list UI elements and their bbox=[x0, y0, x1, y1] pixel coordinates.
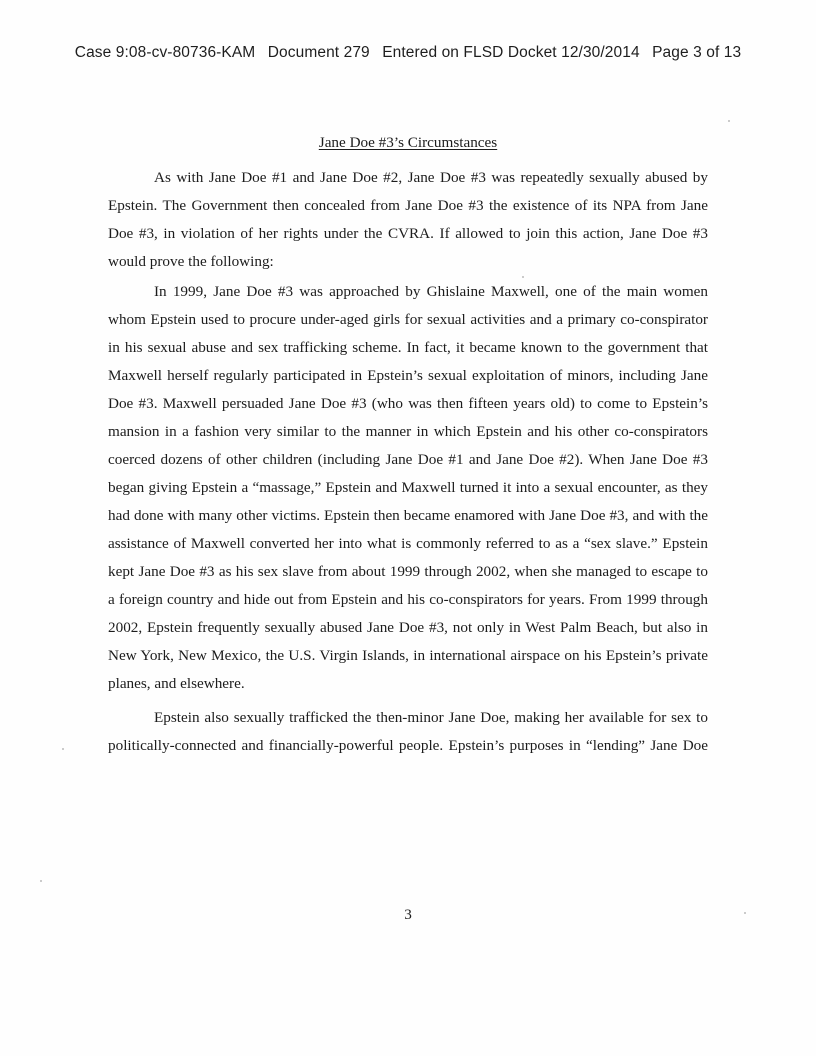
section-heading: Jane Doe #3’s Circumstances bbox=[318, 134, 498, 151]
document-number: Document 279 bbox=[267, 44, 370, 61]
page-number: 3 bbox=[404, 906, 412, 923]
scan-speck bbox=[40, 880, 42, 882]
scan-speck bbox=[728, 120, 730, 122]
docket-header bbox=[0, 44, 816, 62]
case-number: Case 9:08-cv-80736-KAM bbox=[74, 44, 256, 61]
page-count: Page 3 of 13 bbox=[652, 44, 742, 61]
docket-entry: Entered on FLSD Docket 12/30/2014 bbox=[382, 44, 640, 61]
scan-speck bbox=[522, 276, 524, 278]
paragraph-3: Epstein also sexually trafficked the then-minor Jane Doe, making her available for sex to politically-connected and financially-powerful people. Epstein’s purposes in “lending” Jane Doe bbox=[108, 709, 708, 754]
paragraph-2: In 1999, Jane Doe #3 was approached by Ghislaine Maxwell, one of the main women whom Epstein used to procure under-aged girls for sexual activities and a primary co-conspirator in his sexual abuse and sex trafficking scheme. In fact, it became known to the government that Maxwell herself regularly participated in Epstein’s sexual exploitation of minors, including Jane Doe #3. Maxwell persuaded Jane Doe #3 (who was then fifteen years old) to come to Epstein’s mansion in a fashion very similar to the manner in which Epstein and his other co-conspirators coerced dozens of other children (including Jane Doe #1 and Jane Doe #2). When Jane Doe #3 began giving Epstein a “massage,” Epstein and Maxwell turned it into a sexual encounter, as they had done with many other victims. Epstein then became enamored with Jane Doe #3, and with the assistance of Maxwell converted her into what is commonly referred to as a “sex slave.” Epstein kept Jane Doe #3 as his sex slave from about 1999 through 2002, when she managed to escape to a foreign country and hide out from Epstein and his co-conspirators for years. From 1999 through 2002, Epstein frequently sexually abused Jane Doe #3, not only in West Palm Beach, but also in New York, New Mexico, the U.S. Virgin Islands, in international airspace on his Epstein’s private planes, and elsewhere. bbox=[108, 283, 708, 692]
paragraph-1: As with Jane Doe #1 and Jane Doe #2, Jane Doe #3 was repeatedly sexually abused by Epstein. The Government then concealed from Jane Doe #3 the existence of its NPA from Jane Doe #3, in violation of her rights under the CVRA. If allowed to join this action, Jane Doe #3 would prove the following: bbox=[108, 169, 708, 270]
document-body bbox=[108, 122, 708, 760]
scan-speck bbox=[62, 748, 64, 750]
scan-speck bbox=[744, 912, 746, 914]
